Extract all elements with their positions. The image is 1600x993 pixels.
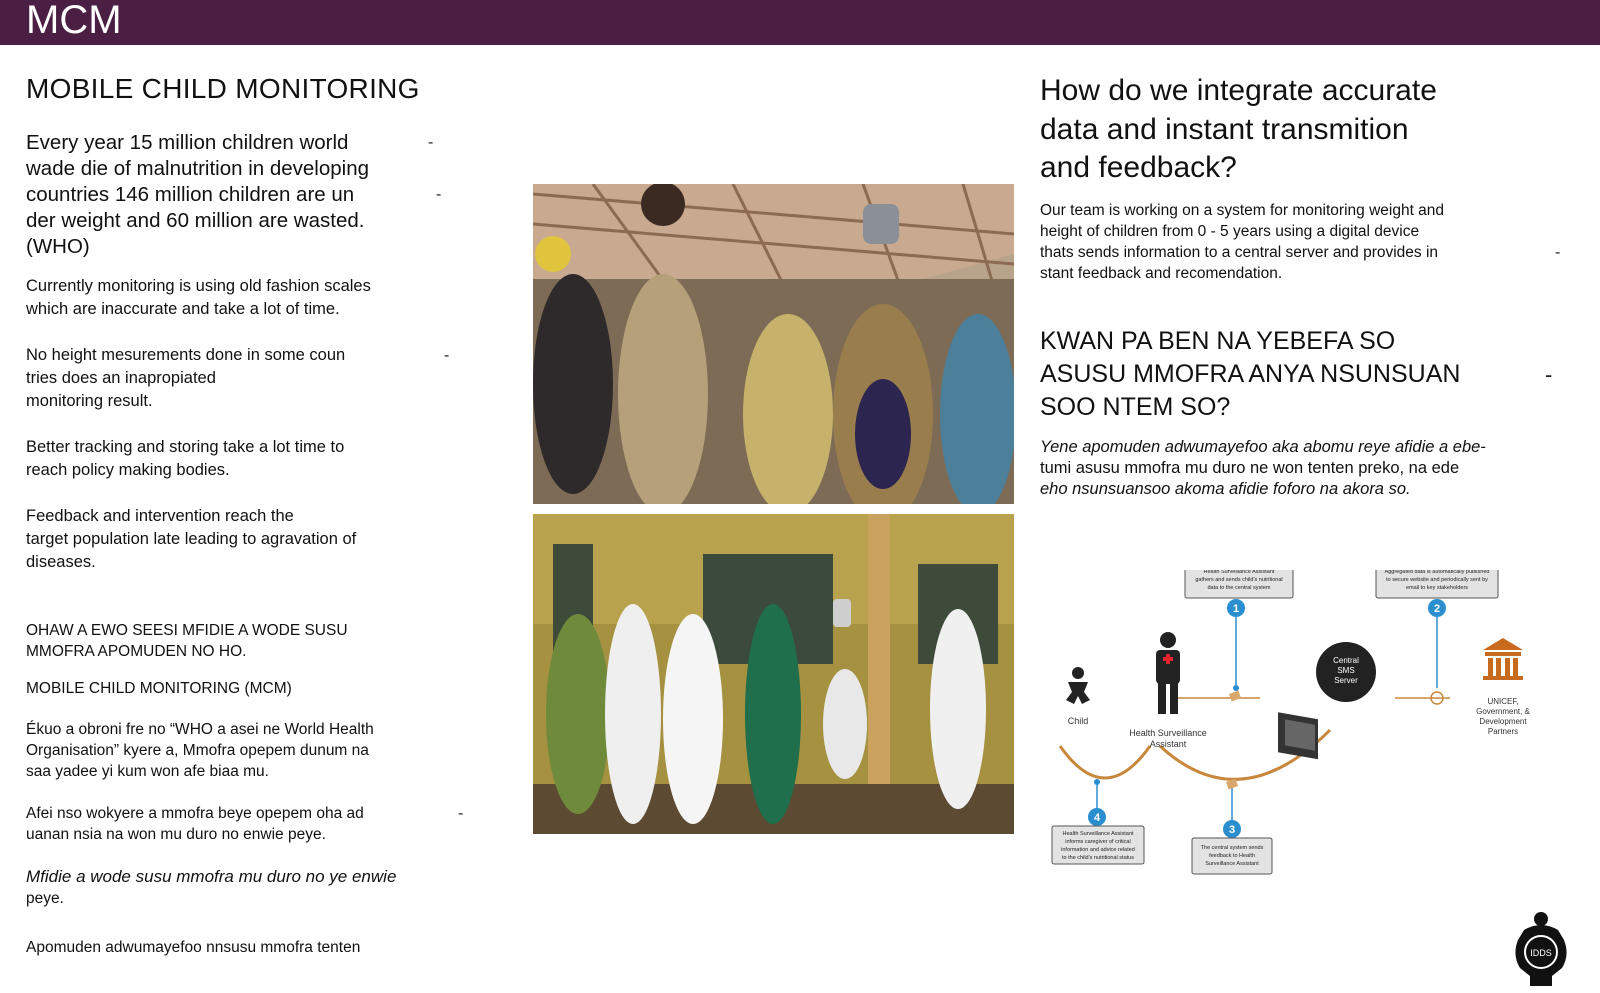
twi-paragraph-1 (26, 719, 436, 782)
step-number: 3 (1228, 824, 1236, 836)
text-line: No height mesurements done in some coun (26, 346, 346, 364)
text-line: MMOFRA APOMUDEN NO HO. (26, 643, 247, 660)
intro-line: Every year 15 million children world (26, 131, 349, 154)
text-line: thats sends information to a central server and provides in (1040, 244, 1439, 261)
text-line: Mfidie a wode susu mmofra mu duro no ye enwie (26, 867, 397, 886)
step-text: information and advice related (1061, 847, 1135, 853)
text-line: diseases. (26, 553, 96, 571)
photo-weighing-outdoor (533, 184, 1014, 504)
left-intro (26, 130, 442, 260)
text-line: Our team is working on a system for monitoring weight and (1040, 202, 1445, 219)
twi-paragraph-2 (26, 803, 464, 845)
server-label: Central (1333, 656, 1359, 665)
text-line: monitoring result. (26, 392, 153, 410)
computer-icon (1278, 712, 1318, 759)
server-label: Server (1334, 676, 1358, 685)
text-line: Afei nso wokyere a mmofra beye opepem oha ad (26, 805, 364, 822)
twi-paragraph-3 (26, 866, 476, 910)
header-title: MCM (26, 0, 122, 42)
text-line: which are inaccurate and take a lot of time. (26, 300, 340, 318)
partners-label: UNICEF, (1487, 697, 1519, 706)
right-body (1040, 200, 1561, 284)
server-label: SMS (1337, 666, 1355, 675)
text-line: uanan nsia na won mu duro no enwie peye. (26, 826, 326, 843)
step-text: Health Surveillance Assistant (1062, 831, 1134, 837)
hsa-label: Assistant (1149, 739, 1187, 749)
twi-body-right (1040, 437, 1580, 500)
partners-label: Government, & (1476, 707, 1530, 716)
idds-logo (1512, 910, 1570, 988)
hyphen-mark: - (428, 134, 434, 151)
partners-label: Development (1479, 717, 1527, 726)
step-number: 2 (1433, 603, 1441, 615)
text-line: Organisation” kyere a, Mmofra opepem dunum na (26, 742, 369, 759)
twi-heading-left (26, 620, 436, 662)
step-number: 1 (1232, 603, 1240, 615)
text-line: Currently monitoring is using old fashion scales (26, 277, 371, 295)
twi-heading-right (1040, 325, 1553, 424)
step-number: 4 (1093, 812, 1101, 824)
hyphen-mark: - (458, 805, 464, 822)
health-worker-icon (1156, 632, 1180, 714)
text-line: tumi asusu mmofra mu duro ne won tenten preko, na ede (1040, 459, 1460, 477)
hyphen-mark: - (1545, 362, 1553, 387)
text-line: Feedback and intervention reach the (26, 507, 294, 525)
text-line: OHAW A EWO SEESI MFIDIE A WODE SUSU (26, 622, 348, 639)
step-text: email to key stakeholders (1405, 585, 1469, 591)
child-label: Child (1067, 716, 1089, 726)
heading-line: SOO NTEM SO? (1040, 393, 1231, 421)
heading-line: KWAN PA BEN NA YEBEFA SO (1040, 327, 1396, 355)
step-text: informs caregiver of critical (1065, 839, 1131, 845)
heading-line: How do we integrate accurate (1040, 74, 1437, 107)
text-line: saa yadee yi kum won afe biaa mu. (26, 763, 269, 780)
heading-line: data and instant transmition (1040, 112, 1409, 146)
text-line: Yene apomuden adwumayefoo aka abomu reye afidie a ebe- (1040, 438, 1486, 456)
logo-text: IDDS (1530, 948, 1552, 958)
step-text: to secure website and periodically sent by (1386, 577, 1488, 583)
step-text: Aggregated data is automatically published (1384, 570, 1490, 575)
problem-paragraph-1 (26, 275, 436, 321)
text-line: reach policy making bodies. (26, 461, 230, 479)
text-line: stant feedback and recomendation. (1040, 265, 1283, 282)
step-text: The central system sends (1200, 845, 1264, 851)
government-building-icon (1483, 638, 1523, 680)
feedback-arc-4 (1060, 746, 1150, 778)
sms-icon (1229, 691, 1241, 702)
hsa-label: Health Surveillance (1129, 728, 1207, 738)
photo-weighing-clinic (533, 514, 1014, 834)
intro-line: (WHO) (26, 235, 90, 258)
step-text: to the child's nutritional status (1062, 855, 1134, 861)
problem-paragraph-2 (26, 344, 450, 413)
problem-paragraph-4 (26, 505, 436, 574)
mcm-flow-diagram (1050, 570, 1560, 900)
text-line: target population late leading to agravation of (26, 530, 357, 548)
twi-subheading: MOBILE CHILD MONITORING (MCM) (26, 680, 292, 697)
step-text: Surveillance Assistant (1205, 861, 1259, 867)
right-heading (1040, 72, 1480, 188)
heading-line: ASUSU MMOFRA ANYA NSUNSUAN (1040, 360, 1461, 388)
left-heading: MOBILE CHILD MONITORING (26, 73, 420, 104)
text-line: peye. (26, 890, 64, 907)
header-bar (0, 0, 1600, 45)
step-text: gathers and sends child's nutritional (1195, 577, 1283, 583)
text-line: height of children from 0 - 5 years using a digital device (1040, 223, 1420, 240)
problem-paragraph-3 (26, 436, 436, 482)
step-text: feedback to Health (1209, 853, 1255, 859)
partners-label: Partners (1487, 727, 1519, 736)
text-line: Ékuo a obroni fre no “WHO a asei ne World Health (26, 721, 374, 738)
hyphen-mark: - (444, 347, 450, 364)
intro-line: der weight and 60 million are wasted. (26, 209, 365, 232)
heading-line: and feedback? (1040, 151, 1237, 184)
intro-line: wade die of malnutrition in developing (26, 157, 370, 180)
child-icon (1066, 667, 1090, 704)
hyphen-mark: - (1555, 244, 1561, 261)
text-line: eho nsunsuansoo akoma afidie foforo na akora so. (1040, 480, 1411, 498)
twi-paragraph-4: Apomuden adwumayefoo nnsusu mmofra tenten (26, 939, 361, 956)
step-text: data to the central system (1207, 585, 1271, 591)
intro-line: countries 146 million children are un (26, 183, 355, 206)
step-text: Health Surveillance Assistant (1203, 570, 1275, 575)
text-line: tries does an inapropiated (26, 369, 216, 387)
text-line: Better tracking and storing take a lot time to (26, 438, 345, 456)
hyphen-mark: - (436, 186, 442, 203)
